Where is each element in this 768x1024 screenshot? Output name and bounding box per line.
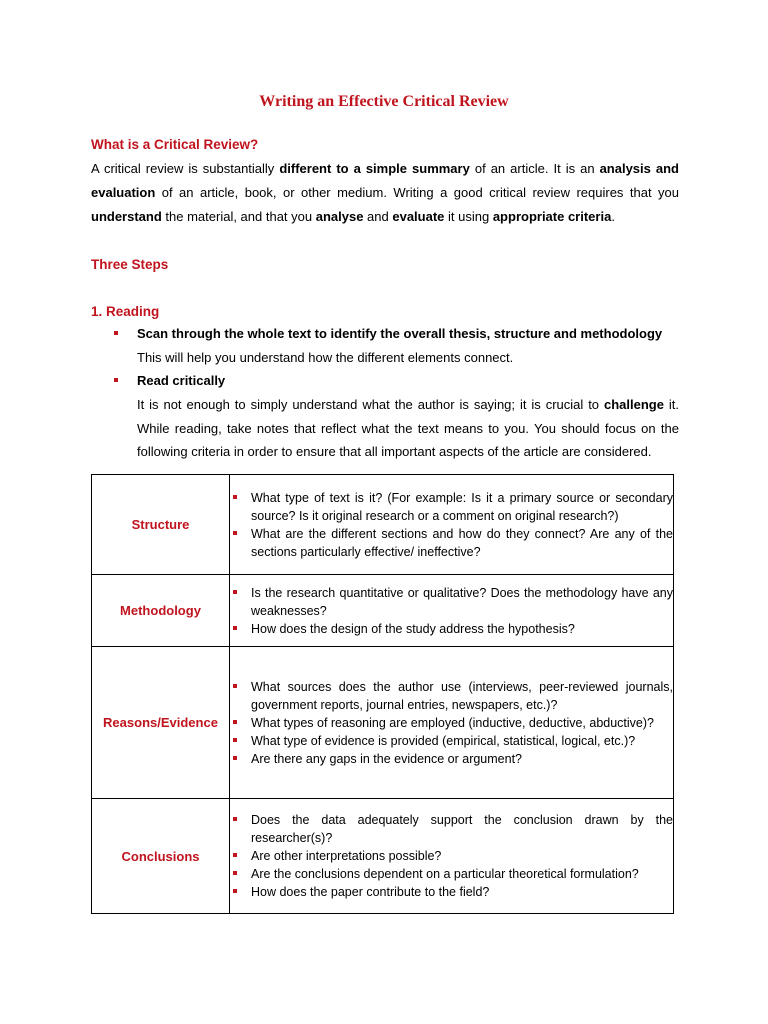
question-text: Is the research quantitative or qualitative? Does the methodology have any weaknesses? (251, 585, 673, 618)
square-bullet-icon (233, 720, 237, 724)
list-item (230, 714, 673, 732)
criteria-label-cell: Conclusions (92, 799, 230, 914)
bullet-scan-text: This will help you understand how the different elements connect. (137, 350, 514, 365)
text-run: the material, and that you (161, 209, 316, 224)
text-run: of an article, book, or other medium. Writing a good critical review requires that you (155, 185, 679, 200)
emphasis-text: challenge (603, 397, 664, 412)
criteria-label-cell: Structure (92, 475, 230, 575)
list-item (230, 847, 673, 865)
text-run: and (363, 209, 393, 224)
square-bullet-icon (114, 331, 118, 335)
square-bullet-icon (114, 378, 118, 382)
question-text: Does the data adequately support the conclusion drawn by the researcher(s)? (251, 813, 673, 845)
list-item (230, 883, 673, 901)
list-item (230, 678, 673, 714)
square-bullet-icon (233, 684, 237, 688)
criteria-question-list (230, 678, 673, 768)
text-run: It is not enough to simply understand what the author is saying; it is crucial to (137, 397, 604, 412)
criteria-question-list (230, 811, 673, 901)
text-run: it. While reading, take notes that reflect what the text means to you. You should focus on the following criteria in order to ensure that all important aspects of the article are considered. (137, 397, 679, 459)
question-text: What type of text is it? (For example: Is it a primary source or secondary source? Is it original research or a comment on original research?) (251, 490, 673, 523)
criteria-items-cell (230, 799, 674, 914)
criteria-question-list (230, 584, 673, 638)
list-item (230, 489, 673, 525)
square-bullet-icon (233, 853, 237, 857)
table-row (92, 647, 674, 799)
criteria-label-cell: Reasons/Evidence (92, 647, 230, 799)
text-run: it using (444, 209, 493, 224)
square-bullet-icon (233, 531, 237, 535)
document-title: Writing an Effective Critical Review (259, 93, 509, 110)
section-heading-what-is: What is a Critical Review? (91, 137, 259, 152)
criteria-question-list (230, 489, 673, 561)
square-bullet-icon (233, 817, 237, 821)
section-heading-three-steps: Three Steps (91, 257, 169, 272)
question-text: What types of reasoning are employed (inductive, deductive, abductive)? (251, 715, 655, 730)
text-run: A critical review is substantially (91, 161, 280, 176)
criteria-items-cell (230, 575, 674, 647)
question-text: How does the design of the study address the hypothesis? (251, 621, 575, 636)
criteria-items-cell (230, 475, 674, 575)
emphasis-text: analyse (315, 209, 364, 224)
table-row (92, 799, 674, 914)
emphasis-text: understand (91, 209, 162, 224)
list-item (230, 750, 673, 768)
table-row (92, 575, 674, 647)
emphasis-text: appropriate criteria (492, 209, 612, 224)
bullet-read-critically-text (137, 393, 679, 464)
emphasis-text: evaluate (392, 209, 445, 224)
list-item (230, 620, 673, 638)
intro-paragraph (91, 157, 679, 229)
square-bullet-icon (233, 889, 237, 893)
question-text: What sources does the author use (interviews, peer-reviewed journals, government reports, journal entries, newspapers, etc.)? (251, 679, 673, 712)
question-text: What type of evidence is provided (empirical, statistical, logical, etc.)? (251, 733, 636, 748)
criteria-items-cell (230, 647, 674, 799)
question-text: Are the conclusions dependent on a particular theoretical formulation? (251, 867, 639, 881)
table-row (92, 475, 674, 575)
square-bullet-icon (233, 590, 237, 594)
list-item (230, 865, 673, 883)
bullet-label: Read critically (137, 373, 226, 388)
emphasis-text: analysis and evaluation (91, 161, 679, 200)
list-item (230, 811, 673, 847)
text-run: . (611, 209, 615, 224)
question-text: What are the different sections and how do they connect? Are any of the sections particularly effective/ ineffective? (251, 526, 673, 559)
question-text: Are there any gaps in the evidence or argument? (251, 751, 523, 766)
list-item (230, 525, 673, 561)
bullet-label: Scan through the whole text to identify the overall thesis, structure and methodology (137, 326, 663, 341)
square-bullet-icon (233, 738, 237, 742)
square-bullet-icon (233, 626, 237, 630)
square-bullet-icon (233, 871, 237, 875)
step-heading-reading: 1. Reading (91, 304, 160, 319)
square-bullet-icon (233, 495, 237, 499)
criteria-table (91, 474, 674, 914)
emphasis-text: different to a simple summary (279, 161, 470, 176)
criteria-label-cell: Methodology (92, 575, 230, 647)
criteria-table-body (92, 475, 674, 914)
question-text: Are other interpretations possible? (251, 849, 442, 863)
list-item (230, 732, 673, 750)
list-item (230, 584, 673, 620)
square-bullet-icon (233, 756, 237, 760)
question-text: How does the paper contribute to the field? (251, 885, 490, 899)
text-run: of an article. It is an (469, 161, 600, 176)
